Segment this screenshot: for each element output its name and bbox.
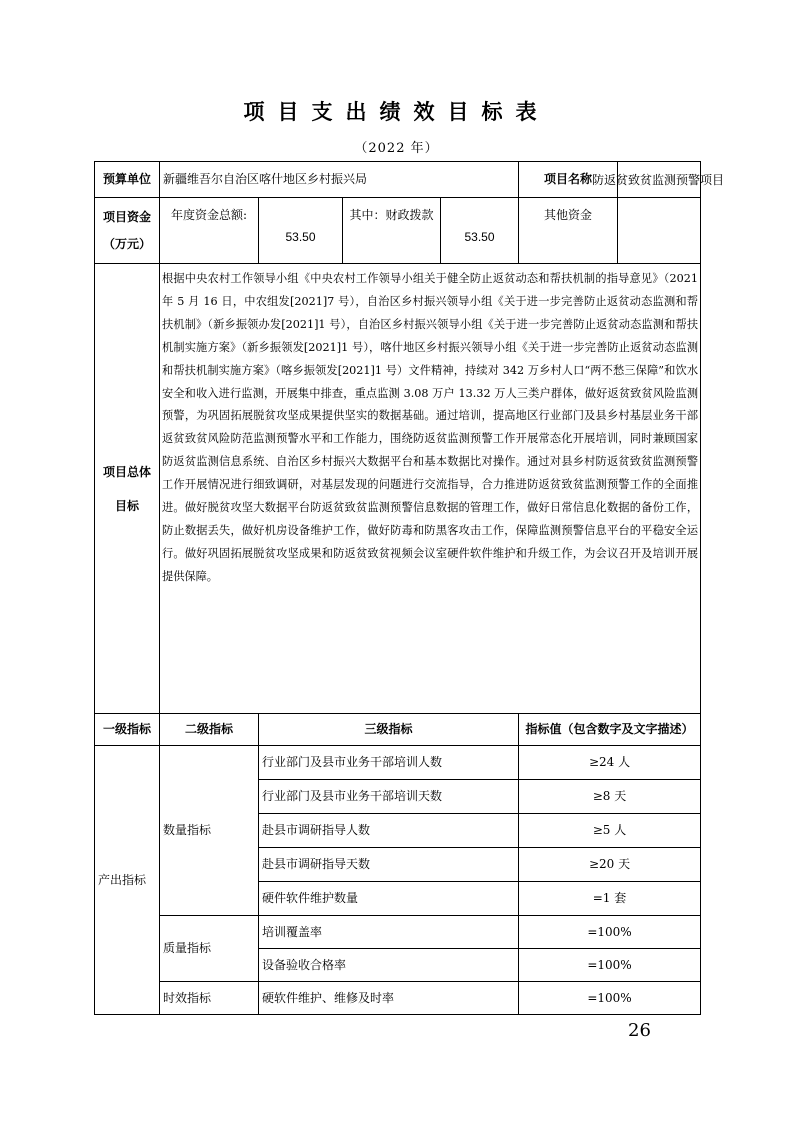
value-cell: =100% bbox=[519, 916, 701, 949]
table-row bbox=[95, 746, 701, 780]
goal-text: 根据中央农村工作领导小组《中央农村工作领导小组关于健全防止返贫动态和帮扶机制的指导意见》（2021 年 5 月 16 日，中农组发[2021]7 号），自治区乡村振兴领导小组《关于进一步完善防止返贫动态监测和帮扶机制》（新乡振领办发[2021]1 号），自治区乡村振兴领导小组《关于进一步完善防止返贫动态监测和帮扶机制实施方案》（新乡振领发[2021]1 号），喀什地区乡村振兴领导小组《关于进一步完善防止返贫动态监测和帮扶机制实施方案》（喀乡振领发[2021]1 号）文件精神，持续对 342 万乡村人口“两不愁三保障”和饮水安全和收入进行监测，开展集中排查，重点监测 3.08 万户 13.32 万人三类户群体，做好返贫致贫风险监测预警，为巩固拓展脱贫攻坚成果提供坚实的数据基础。通过培训，提高地区行业部门及县乡村基层业务干部返贫致贫风险防范监测预警水平和工作能力，围绕防返贫监测预警工作开展常态化开展培训，同时兼顾国家防返贫监测信息系统、自治区乡村振兴大数据平台和基本数据比对操作。通过对县乡村防返贫致贫监测预警工作开展情况进行细致调研，对基层发现的问题进行交流指导，合力推进防返贫致贫监测预警工作的全面推进。做好脱贫攻坚大数据平台防返贫致贫监测预警信息数据的管理工作，做好日常信息化数据的备份工作，防止数据丢失，做好机房设备维护工作，做好防毒和防黑客攻击工作，保障监测预警信息平台的平稳安全运行。做好巩固拓展脱贫攻坚成果和防返贫致贫视频会议室硬件软件维护和升级工作，为会议召开及培训开展提供保障。 bbox=[160, 264, 701, 714]
fiscal-label-text: 其中：财政拨款 bbox=[349, 208, 434, 222]
fiscal-value bbox=[441, 198, 519, 264]
level3-cell: 行业部门及县市业务干部培训天数 bbox=[259, 780, 519, 814]
year-subtitle: （2022 年） bbox=[354, 141, 439, 156]
fiscal-value-text: 53.50 bbox=[464, 230, 495, 245]
value-cell: =1 套 bbox=[519, 882, 701, 916]
budget-unit-value: 新疆维吾尔自治区喀什地区乡村振兴局 bbox=[160, 162, 519, 198]
funds-row bbox=[95, 198, 701, 264]
other-funds-label-text: 其他资金 bbox=[544, 208, 593, 222]
page-title: 项目支出绩效目标表 bbox=[243, 100, 550, 124]
project-name-text: 防返贫致贫监测预警项目 bbox=[592, 173, 725, 187]
level1-output: 产出指标 bbox=[95, 746, 160, 1015]
annual-total-value bbox=[259, 198, 343, 264]
level3-cell: 赴县市调研指导天数 bbox=[259, 848, 519, 882]
header-level3: 三级指标 bbox=[259, 714, 519, 746]
level3-cell: 赴县市调研指导人数 bbox=[259, 814, 519, 848]
level3-cell: 硬软件维护、维修及时率 bbox=[259, 982, 519, 1015]
header-level1: 一级指标 bbox=[95, 714, 160, 746]
table-row bbox=[95, 916, 701, 949]
budget-unit-row bbox=[95, 162, 701, 198]
value-cell: =100% bbox=[519, 949, 701, 982]
other-funds-label bbox=[519, 198, 618, 264]
fiscal-label bbox=[343, 198, 441, 264]
level2-timeliness: 时效指标 bbox=[160, 982, 259, 1015]
value-cell: ≥5 人 bbox=[519, 814, 701, 848]
level2-quality: 质量指标 bbox=[160, 916, 259, 982]
funds-label-line1: 项目资金 bbox=[102, 210, 151, 225]
funds-label bbox=[95, 198, 160, 264]
goal-row bbox=[95, 264, 701, 714]
budget-unit-label: 预算单位 bbox=[95, 162, 160, 198]
performance-table bbox=[94, 161, 725, 1015]
funds-label-line2: （万元） bbox=[102, 236, 151, 251]
level2-quantity: 数量指标 bbox=[160, 746, 259, 916]
other-funds-value bbox=[618, 198, 701, 264]
level3-cell: 硬件软件维护数量 bbox=[259, 882, 519, 916]
value-cell: ≥8 天 bbox=[519, 780, 701, 814]
level3-cell: 设备验收合格率 bbox=[259, 949, 519, 982]
header-value: 指标值（包含数字及文字描述） bbox=[519, 714, 701, 746]
page-number: 26 bbox=[628, 1020, 651, 1041]
header-level2: 二级指标 bbox=[160, 714, 259, 746]
annual-total-value-text: 53.50 bbox=[285, 230, 316, 245]
value-cell: ≥24 人 bbox=[519, 746, 701, 780]
project-name-value bbox=[592, 162, 725, 198]
table-row bbox=[95, 982, 701, 1015]
goal-label-text: 项目总体目标 bbox=[102, 464, 151, 513]
value-cell: =100% bbox=[519, 982, 701, 1015]
project-name-label: 项目名称 bbox=[519, 162, 618, 198]
goal-label bbox=[95, 264, 160, 714]
level3-cell: 行业部门及县市业务干部培训人数 bbox=[259, 746, 519, 780]
level3-cell: 培训覆盖率 bbox=[259, 916, 519, 949]
value-cell: ≥20 天 bbox=[519, 848, 701, 882]
annual-total-label-text: 年度资金总额: bbox=[170, 208, 248, 222]
annual-total-label bbox=[160, 198, 259, 264]
indicator-header-row bbox=[95, 714, 701, 746]
